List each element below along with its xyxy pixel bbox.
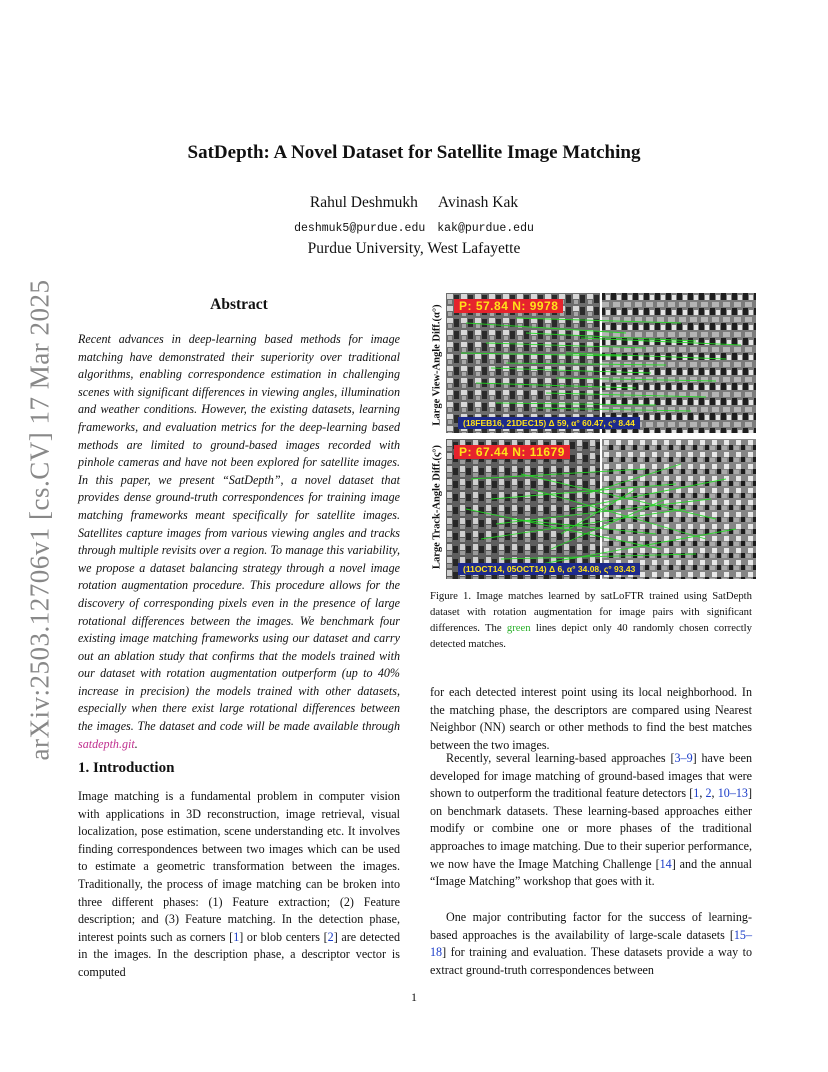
figure-caption: Figure 1. Image matches learned by satLoFTR trained using SatDepth dataset with rotation augmentation for image pairs with significant differences. The green lines depict only 40 randomly chosen correctly detected matches. — [430, 590, 752, 650]
score-overlay: P: 57.84 N: 9978 — [454, 299, 563, 313]
intro-paragraph: for each detected interest point using its local neighborhood. In the matching phase, the descriptors are compared using Nearest Neighbor (NN) search or other methods to find the best matches between the two images. — [430, 685, 752, 752]
author-email: deshmuk5@purdue.edu — [294, 222, 426, 235]
abstract-text: Recent advances in deep-learning based methods for image matching have demonstrated their superiority over traditional algorithms, enabling correspondence estimation in challenging scenes with significant differences in viewing angles, illumination and weather conditions. However, the existing datasets, learning frameworks, and evaluation metrics for the deep-learning based methods are limited to ground-based images recorded with pinhole cameras and have not been explored for satellite images. In this paper, we present “SatDepth”, a novel dataset that provides dense ground-truth correspondences for training image matching frameworks meant specifically for satellite images. Satellites capture images from various viewing angles and tracks through multiple revisits over a region. To manage this variability, we propose a dataset balancing strategy through a novel image rotation augmentation procedure. This procedure allows for the discovery of corresponding pixels even in the presence of large rotational differences between the images. We benchmark four existing image matching frameworks using our dataset and carry out an ablation study that confirms that the models trained with our dataset with rotation augmentation outperform (up to 40% increase in precision) the models trained with other datasets, especially when there exist large rotational differences between the images. The dataset and code will be made available through satdepth.git. — [78, 332, 400, 751]
citation-link[interactable]: 2 — [705, 786, 712, 801]
figure-ylabel-top: Large View-Angle Diff.(α°) — [431, 304, 443, 426]
score-overlay: P: 67.44 N: 11679 — [454, 445, 570, 459]
match-image-bottom — [446, 439, 756, 579]
figure-1 — [430, 293, 756, 583]
citation-link[interactable]: 10–13 — [717, 786, 748, 801]
arxiv-stamp: arXiv:2503.12706v1 [cs.CV] 17 Mar 2025 — [24, 279, 55, 761]
intro-paragraph: Recently, several learning-based approaches [3–9] have been developed for image matching of ground-based images that were shown to outperform the traditional feature detectors [1, 2, 10–13] on benchmark datasets. These learning-based approaches either modify or combine one or more phases of the traditional approaches to image matching. Due to their superior performance, we now have the Image Matching Challenge [14] and the annual “Image Matching” workshop that goes with it. — [430, 751, 752, 889]
citation-link[interactable]: 15–18 — [430, 927, 752, 960]
intro-paragraph: Image matching is a fundamental problem in computer vision with applications in 3D reconstruction, image retrieval, visual localization, pose estimation, scene understanding etc. It involves finding correspondences between two images which can be used to estimate a geometric transformation between the images. Traditionally, the process of image matching can be broken into three different phases: (1) Feature extraction; (2) Feature description; and (3) Feature matching. In the detection phase, interest points such as corners [1] or blob centers [2] are detected in the images. In the description phase, a descriptor vector is computed — [78, 789, 401, 979]
match-image-top — [446, 293, 756, 433]
author-name: Rahul Deshmukh — [309, 194, 418, 211]
citation-link[interactable]: 1 — [233, 929, 240, 944]
citation-link[interactable]: 14 — [659, 856, 672, 871]
abstract-heading: Abstract — [210, 296, 268, 313]
page-number: 1 — [411, 990, 417, 1004]
citation-link[interactable]: 3–9 — [674, 751, 693, 765]
author-name: Avinash Kak — [437, 194, 519, 211]
citation-link[interactable]: 2 — [327, 929, 334, 944]
pair-info-overlay: (18FEB16, 21DEC15) Δ 59, α° 60.47, ς° 8.44 — [458, 417, 640, 429]
author-email: kak@purdue.edu — [437, 222, 534, 235]
dataset-link[interactable]: satdepth.git — [78, 736, 135, 751]
author-emails — [0, 222, 828, 235]
paper-title: SatDepth: A Novel Dataset for Satellite Image Matching — [187, 142, 641, 163]
figure-ylabel-bottom: Large Track-Angle Diff.(ς°) — [431, 444, 443, 570]
match-image-bottom-graphic — [446, 439, 756, 579]
pair-info-overlay: (11OCT14, 05OCT14) Δ 6, α° 34.08, ς° 93.43 — [458, 563, 640, 575]
match-image-top-graphic — [446, 293, 756, 433]
authors — [0, 194, 828, 212]
affiliation: Purdue University, West Lafayette — [307, 240, 521, 257]
citation-link[interactable]: 1 — [693, 786, 700, 801]
section-heading: 1. Introduction — [78, 760, 175, 776]
intro-paragraph: One major contributing factor for the success of learning-based approaches is the availability of large-scale datasets [15–18] for training and evaluation. These datasets provide a way to extract ground-truth correspondences between — [430, 910, 752, 977]
